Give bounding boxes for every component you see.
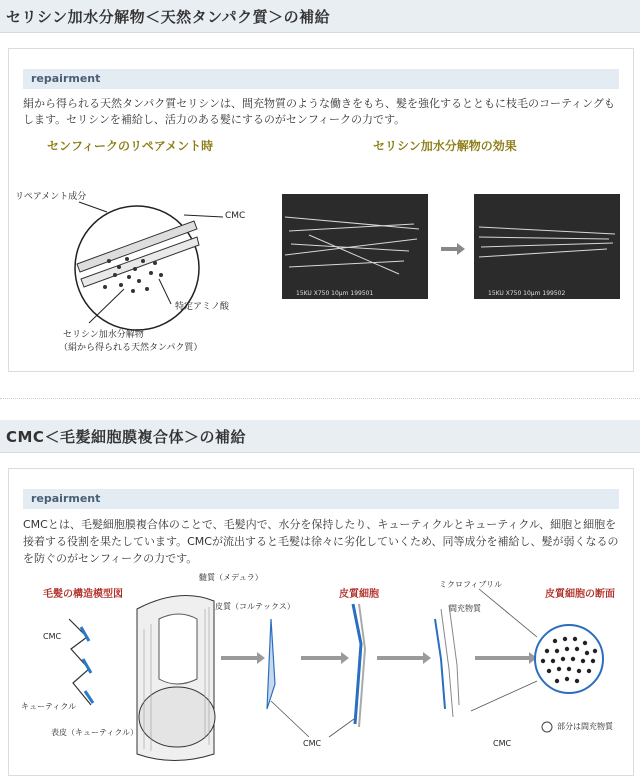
label-cmc-section: CMC (493, 739, 512, 748)
arrow-right-icon (301, 652, 349, 664)
label-cuticle: キューティクル (21, 702, 77, 711)
legend-matrix-text: 部分は間充物質 (557, 722, 613, 731)
label-cmc: CMC (225, 211, 246, 221)
label-cuticle-surface: 表皮（キューティクル） (51, 728, 139, 737)
label-matrix: 間充物質 (449, 604, 481, 613)
title-cortex-section: 皮質細胞の断面 (545, 589, 615, 600)
arrow-right-icon (441, 243, 465, 255)
label-medulla: 髄質（メデュラ） (199, 573, 263, 582)
label-specific-amino-acid: 特定アミノ酸 (175, 302, 230, 312)
section-header-sericin (0, 0, 640, 33)
heading-repairment-time: センフィークのリペアメント時 (47, 139, 214, 153)
cmc-card (8, 468, 634, 776)
arrow-right-icon (377, 652, 431, 664)
section-title: CMC＜毛髪細胞膜複合体＞の補給 (6, 428, 246, 446)
title-cortex-cell: 皮質細胞 (339, 589, 379, 600)
band-label: repairment (31, 72, 101, 85)
label-sericin-hydrolysate: セリシン加水分解物 (63, 330, 144, 340)
sericin-card (8, 48, 634, 372)
legend-swatch (542, 722, 552, 732)
photo-caption-after: 15KU X750 10μm 199502 (488, 290, 566, 297)
photo-caption-before: 15KU X750 10μm 199501 (296, 290, 374, 297)
sericin-description: 絹から得られる天然タンパク質セリシンは、間充物質のような働きをもち、髪を強化するとともに枝毛のコーティングもします。セリシンを補給し、活力のある髪にするのがセンフィークの力です。 (23, 97, 615, 126)
label-repairment-ingredient: リペアメント成分 (15, 192, 87, 202)
arrow-right-icon (221, 652, 265, 664)
section-title: セリシン加水分解物＜天然タンパク質＞の補給 (6, 8, 331, 26)
label-cortex: 皮質（コルテックス） (215, 602, 295, 611)
sericin-diagram (9, 49, 633, 371)
label-cmc-model: CMC (43, 632, 62, 641)
heading-sericin-effect: セリシン加水分解物の効果 (373, 139, 517, 153)
section-header-cmc (0, 420, 640, 453)
label-cmc-cortex: CMC (303, 739, 322, 748)
label-natural-protein: （絹から得られる天然タンパク質） (59, 343, 203, 353)
band-label: repairment (31, 492, 101, 505)
arrow-right-icon (475, 652, 537, 664)
section-divider (0, 398, 640, 399)
title-structure-model: 毛髪の構造模型図 (43, 589, 123, 600)
cmc-description: CMCとは、毛髪細胞膜複合体のことで、毛髪内で、水分を保持したり、キューティクルとキューティクル、細胞と細胞を接着する役割を果たしています。CMCが流出すると毛髪は徐々に劣化していくため、同等成分を補給し、髪が弱くなるのを防ぐのがセンフィークの力です。 (23, 518, 619, 565)
label-microfibril: ミクロフィブリル (439, 580, 503, 589)
